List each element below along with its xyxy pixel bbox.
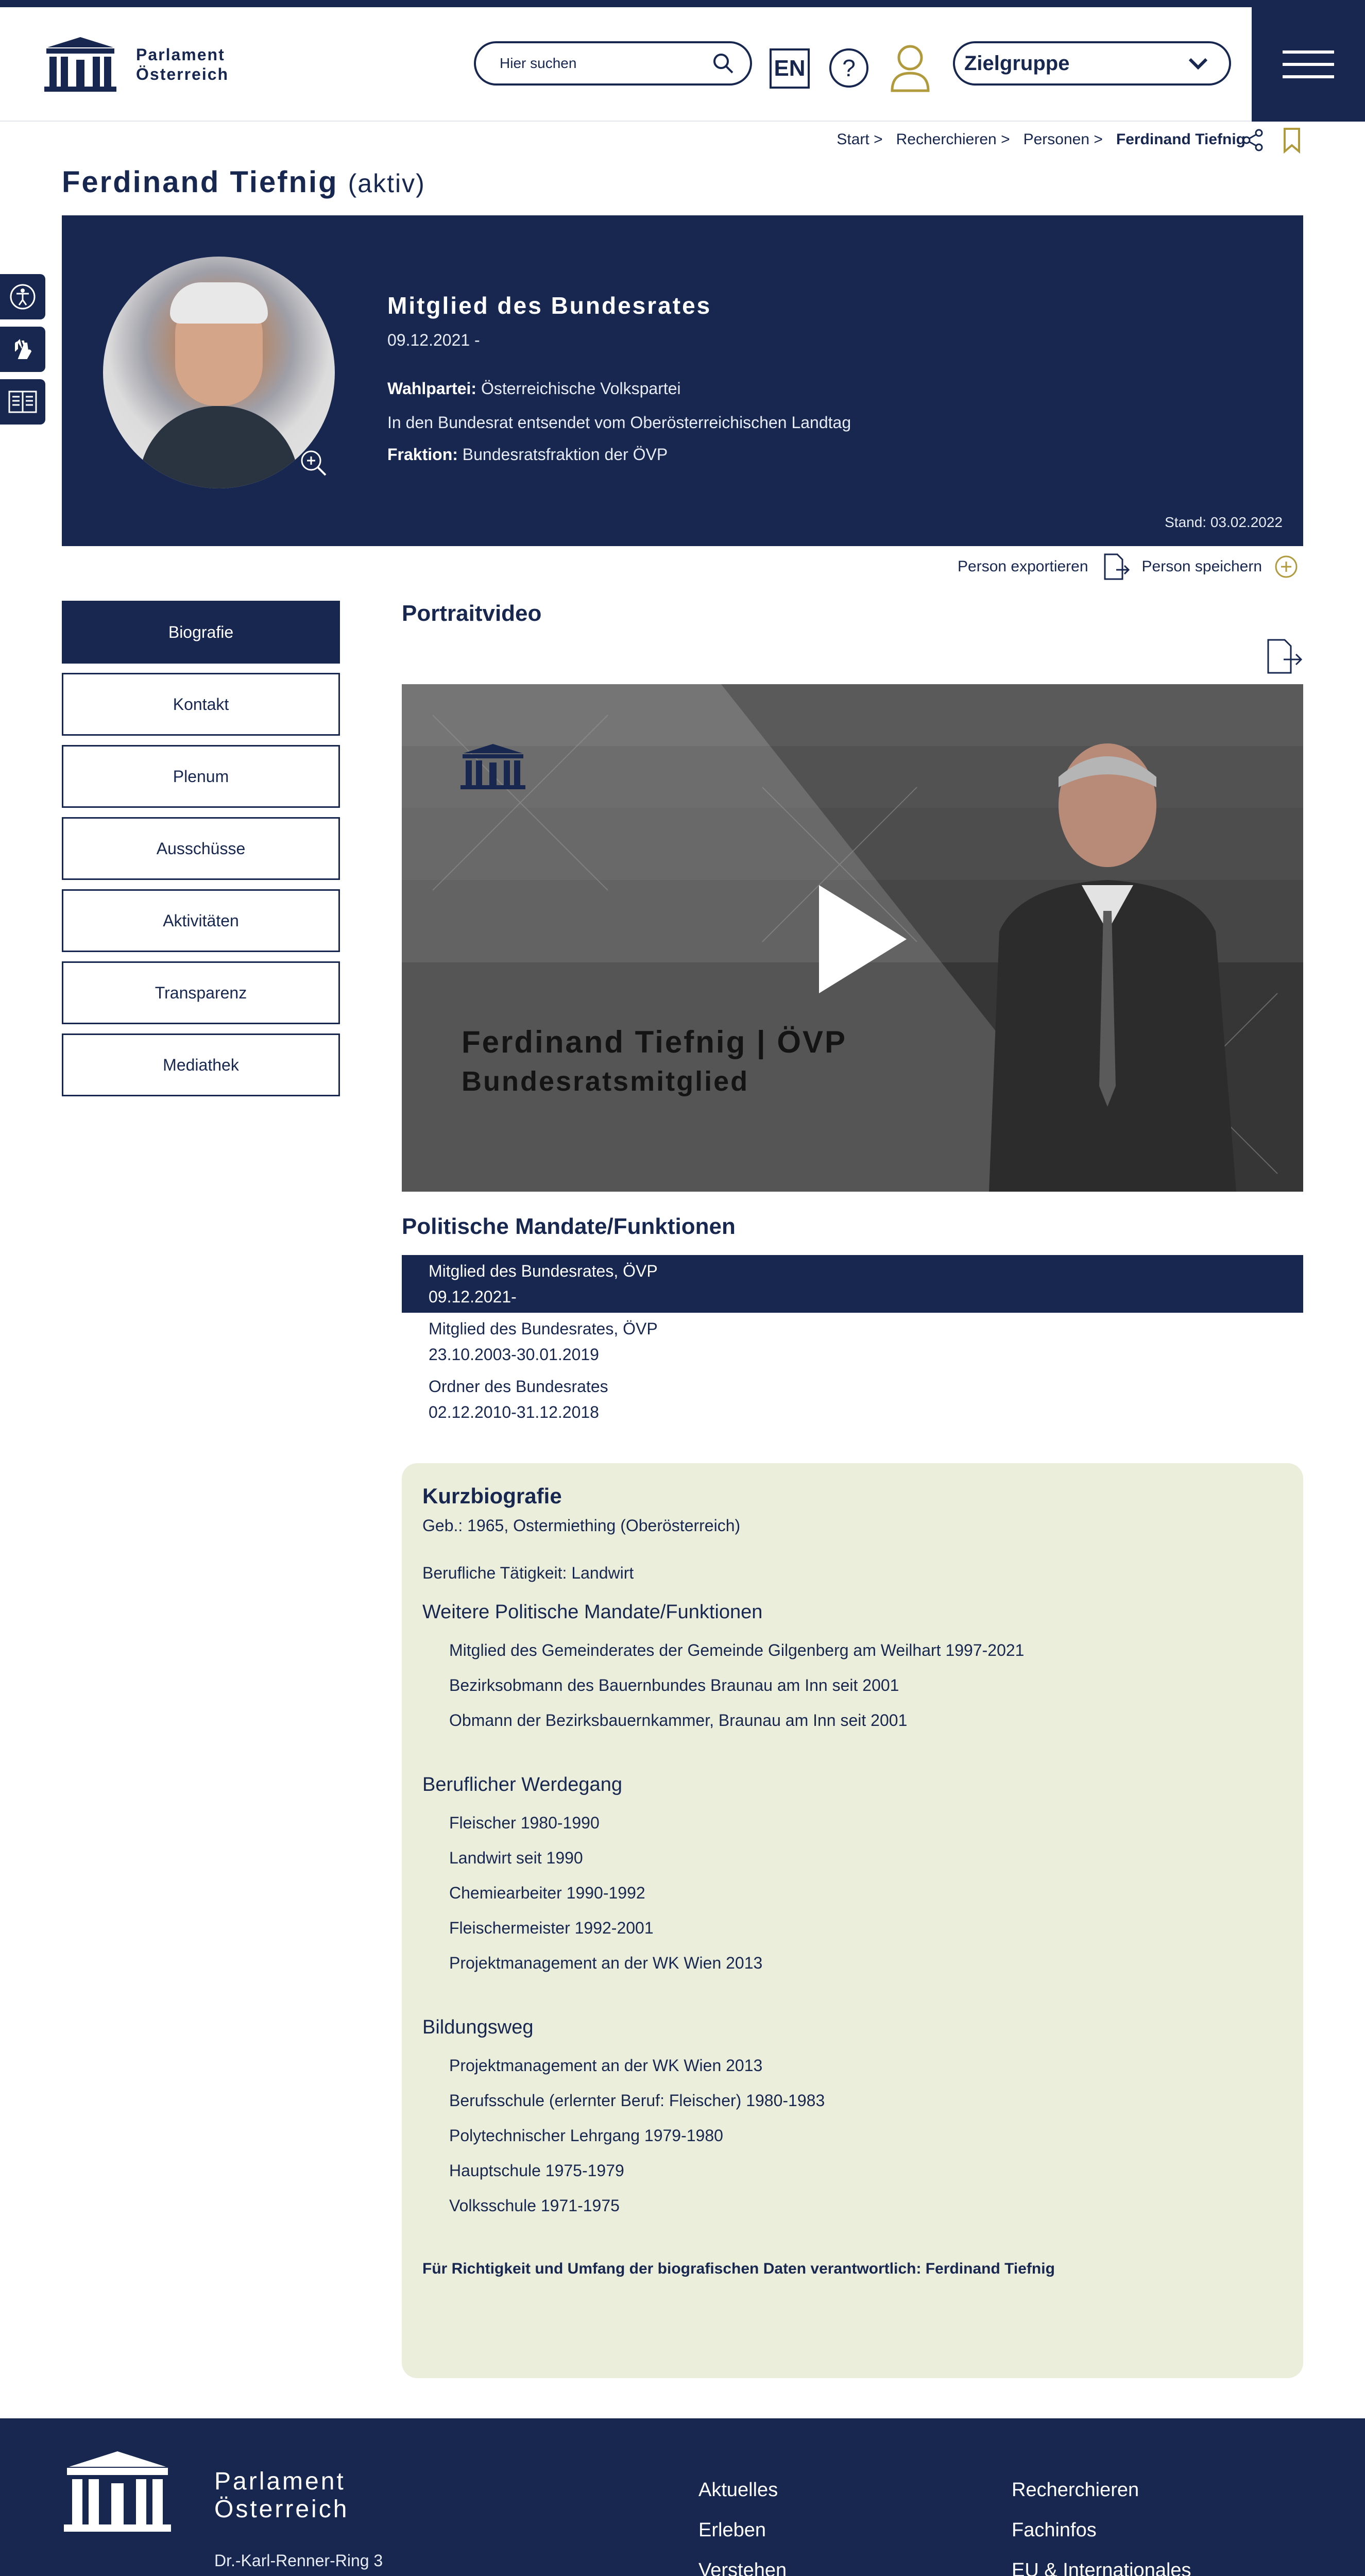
- role-since: 09.12.2021 -: [387, 331, 480, 349]
- bio-career-list: [422, 1805, 1283, 1980]
- list-item: Bezirksobmann des Bauernbundes Braunau am Inn seit 2001: [449, 1676, 899, 1694]
- short-biography: [402, 1463, 1303, 2378]
- menu-button[interactable]: [1252, 7, 1365, 122]
- bio-education-heading: Bildungsweg: [422, 2016, 534, 2038]
- party-line: [387, 379, 681, 398]
- person-status: (aktiv): [348, 169, 425, 198]
- menu-icon-bar-3: [1283, 75, 1334, 78]
- language-button[interactable]: EN: [770, 48, 810, 89]
- audience-select-label: Zielgruppe: [964, 52, 1070, 75]
- export-person-link[interactable]: Person exportieren: [958, 558, 1088, 575]
- footer-city: [214, 2574, 396, 2576]
- footer-link-verstehen[interactable]: Verstehen: [698, 2560, 787, 2576]
- bio-job: Berufliche Tätigkeit: Landwirt: [422, 1564, 634, 1582]
- bio-born: Geb.: 1965, Ostermiething (Oberösterreich): [422, 1516, 741, 1535]
- mandate-period: 09.12.2021-: [429, 1287, 517, 1306]
- accessibility-icon: [9, 283, 36, 310]
- breadcrumb: [837, 131, 1245, 148]
- video-person-silhouette: [958, 715, 1257, 1192]
- share-icon[interactable]: [1240, 128, 1265, 152]
- footer-link-eu[interactable]: EU & Internationales: [1012, 2560, 1191, 2576]
- play-icon[interactable]: [819, 885, 907, 993]
- faction-value: Bundesratsfraktion der ÖVP: [462, 445, 668, 464]
- video-caption-role: Bundesratsmitglied: [462, 1066, 749, 1097]
- accessibility-tools: [0, 274, 45, 432]
- footer-street: Dr.-Karl-Renner-Ring 3: [214, 2551, 383, 2570]
- add-circle-icon[interactable]: [1274, 555, 1298, 579]
- mandates-list: [402, 1255, 1303, 1428]
- footer-name-line-1: Parlament: [214, 2468, 346, 2495]
- tab-aktivitaeten[interactable]: Aktivitäten: [62, 889, 340, 952]
- tab-plenum[interactable]: Plenum: [62, 745, 340, 808]
- person-name: Ferdinand Tiefnig: [62, 165, 338, 199]
- list-item: Fleischer 1980-1990: [449, 1814, 600, 1832]
- easy-language-icon: [8, 388, 37, 415]
- list-item: Volksschule 1971-1975: [449, 2196, 620, 2215]
- mandate-title: Mitglied des Bundesrates, ÖVP: [429, 1262, 658, 1280]
- stand-date: Stand: 03.02.2022: [1165, 514, 1283, 530]
- breadcrumb-recherchieren[interactable]: Recherchieren >: [896, 131, 1010, 148]
- tab-ausschuesse[interactable]: Ausschüsse: [62, 817, 340, 880]
- list-item: Landwirt seit 1990: [449, 1849, 583, 1867]
- list-item: Projektmanagement an der WK Wien 2013: [449, 2056, 763, 2075]
- parliament-logo[interactable]: [42, 36, 229, 93]
- bio-heading: Kurzbiografie: [422, 1484, 562, 1508]
- video-logo-icon: [459, 743, 526, 789]
- list-item: Obmann der Bezirksbauernkammer, Braunau am Inn seit 2001: [449, 1711, 908, 1730]
- footer-name-line-2: Österreich: [214, 2496, 349, 2523]
- list-item: Mitglied des Gemeinderates der Gemeinde Gilgenberg am Weilhart 1997-2021: [449, 1641, 1025, 1659]
- sign-language-button[interactable]: [0, 327, 45, 372]
- user-icon[interactable]: [889, 43, 931, 93]
- mandate-title: Ordner des Bundesrates: [429, 1377, 608, 1396]
- sent-by: In den Bundesrat entsendet vom Oberösterreichischen Landtag: [387, 413, 851, 432]
- svg-text:?: ?: [842, 55, 856, 81]
- footer-name: [214, 2468, 349, 2523]
- video-heading: Portraitvideo: [402, 601, 542, 626]
- bio-further-heading: Weitere Politische Mandate/Funktionen: [422, 1601, 763, 1623]
- bio-responsibility-note: Für Richtigkeit und Umfang der biografischen Daten verantwortlich: Ferdinand Tiefnig: [422, 2260, 1055, 2277]
- tab-kontakt[interactable]: Kontakt: [62, 673, 340, 736]
- bio-education-list: [422, 2048, 1283, 2223]
- faction-label: Fraktion:: [387, 445, 458, 464]
- footer-link-erleben[interactable]: Erleben: [698, 2519, 766, 2541]
- faction-line: [387, 445, 668, 464]
- breadcrumb-current: Ferdinand Tiefnig: [1116, 131, 1245, 148]
- zoom-in-icon[interactable]: [299, 448, 328, 477]
- list-item: Chemiearbeiter 1990-1992: [449, 1884, 645, 1902]
- save-person-link[interactable]: Person speichern: [1141, 558, 1262, 575]
- footer-address: [214, 2547, 396, 2576]
- help-icon[interactable]: [828, 47, 869, 89]
- top-stripe: [0, 0, 1365, 7]
- logo-line-2: Österreich: [136, 65, 229, 83]
- site-footer: [0, 2418, 1365, 2576]
- breadcrumb-start[interactable]: Start >: [837, 131, 883, 148]
- site-header: [0, 7, 1365, 122]
- export-icon[interactable]: [1101, 552, 1130, 581]
- accessibility-button[interactable]: [0, 274, 45, 319]
- list-item: Fleischermeister 1992-2001: [449, 1919, 654, 1937]
- audience-select[interactable]: [953, 41, 1231, 86]
- person-subnav: [62, 601, 340, 1106]
- mandate-title: Mitglied des Bundesrates, ÖVP: [429, 1319, 658, 1338]
- tab-biografie[interactable]: Biografie: [62, 601, 340, 664]
- page-title: [62, 165, 425, 199]
- search-icon[interactable]: [712, 52, 735, 75]
- footer-nav-col-1: [698, 2470, 787, 2576]
- video-caption-name: Ferdinand Tiefnig | ÖVP: [462, 1025, 847, 1059]
- list-item: Polytechnischer Lehrgang 1979-1980: [449, 2126, 723, 2145]
- footer-parliament-logo-icon[interactable]: [62, 2449, 173, 2534]
- tab-transparenz[interactable]: Transparenz: [62, 961, 340, 1024]
- menu-icon-bar-1: [1283, 50, 1334, 54]
- mandate-item[interactable]: [402, 1313, 1303, 1370]
- footer-link-fachinfos[interactable]: Fachinfos: [1012, 2519, 1097, 2541]
- person-actions: [958, 552, 1298, 581]
- footer-link-aktuelles[interactable]: Aktuelles: [698, 2479, 778, 2501]
- mandate-item[interactable]: [402, 1370, 1303, 1428]
- person-header-card: [62, 215, 1303, 546]
- search-box: [474, 41, 752, 86]
- menu-icon-bar-2: [1283, 63, 1334, 66]
- mandates-heading: Politische Mandate/Funktionen: [402, 1214, 736, 1239]
- party-label: Wahlpartei:: [387, 379, 477, 398]
- party-value: Österreichische Volkspartei: [481, 379, 681, 398]
- list-item: Berufsschule (erlernter Beruf: Fleischer) 1980-1983: [449, 2091, 825, 2110]
- mandate-period: 23.10.2003-30.01.2019: [429, 1345, 599, 1364]
- mandate-period: 02.12.2010-31.12.2018: [429, 1403, 599, 1421]
- footer-link-recherchieren[interactable]: Recherchieren: [1012, 2479, 1139, 2501]
- search-input[interactable]: [500, 55, 712, 72]
- bio-further-list: [422, 1633, 1283, 1738]
- bookmark-icon[interactable]: [1283, 127, 1301, 154]
- tab-mediathek[interactable]: Mediathek: [62, 1033, 340, 1096]
- chevron-down-icon: [1188, 57, 1208, 70]
- video-export-icon[interactable]: [1265, 638, 1303, 675]
- list-item: Projektmanagement an der WK Wien 2013: [449, 1954, 763, 1972]
- list-item: Hauptschule 1975-1979: [449, 2161, 624, 2180]
- footer-nav-col-2: [1012, 2470, 1191, 2576]
- breadcrumb-personen[interactable]: Personen >: [1023, 131, 1103, 148]
- portrait-video-player[interactable]: [402, 684, 1303, 1192]
- logo-line-1: Parlament: [136, 45, 225, 64]
- parliament-building-icon: [42, 36, 118, 93]
- role-title: Mitglied des Bundesrates: [387, 292, 712, 319]
- bio-career-heading: Beruflicher Werdegang: [422, 1774, 622, 1795]
- mandate-item[interactable]: [402, 1255, 1303, 1313]
- sign-language-icon: [9, 336, 36, 363]
- easy-language-button[interactable]: [0, 379, 45, 425]
